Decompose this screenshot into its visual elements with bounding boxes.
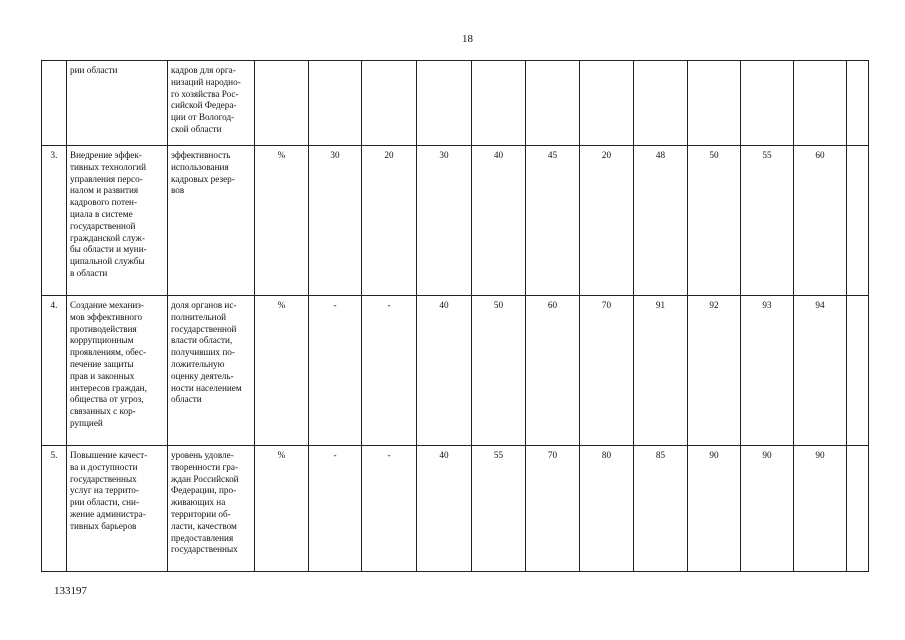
- document-code: 133197: [54, 585, 87, 597]
- value-cell: 55: [741, 146, 794, 296]
- value-cell: 91: [634, 296, 688, 446]
- value-cell: 50: [472, 296, 526, 446]
- value-cell: 50: [688, 146, 741, 296]
- value-cell: [847, 296, 869, 446]
- value-cell: -: [362, 446, 417, 572]
- task-name: Внедрение эффек- тивных технологий управления персо- налом и развития кадрового потен- циала в системе государственной гражданской служ- бы области и муни- ципальной службы в области: [67, 146, 168, 296]
- value-cell: -: [309, 296, 362, 446]
- value-cell: [741, 61, 794, 146]
- table-row: [42, 146, 869, 296]
- value-cell: 60: [526, 296, 580, 446]
- value-cell: -: [309, 446, 362, 572]
- indicator-name: эффективность использования кадровых резер- вов: [168, 146, 255, 296]
- value-cell: 70: [526, 446, 580, 572]
- value-cell: -: [362, 296, 417, 446]
- value-cell: 93: [741, 296, 794, 446]
- row-number: [42, 61, 67, 146]
- value-cell: [526, 61, 580, 146]
- row-number: 3.: [42, 146, 67, 296]
- value-cell: 48: [634, 146, 688, 296]
- value-cell: 92: [688, 296, 741, 446]
- value-cell: 40: [417, 296, 472, 446]
- row-number: 4.: [42, 296, 67, 446]
- value-cell: 20: [362, 146, 417, 296]
- value-cell: 30: [309, 146, 362, 296]
- table-row: [42, 61, 869, 146]
- value-cell: [847, 61, 869, 146]
- value-cell: 55: [472, 446, 526, 572]
- value-cell: [688, 61, 741, 146]
- value-cell: [417, 61, 472, 146]
- value-cell: 90: [794, 446, 847, 572]
- value-cell: 90: [688, 446, 741, 572]
- value-cell: 20: [580, 146, 634, 296]
- task-name: рии области: [67, 61, 168, 146]
- task-name: Создание механиз- мов эффективного противодействия коррупционным проявлениям, обес- печение защиты прав и законных интересов граждан, общества от угроз, связанных с кор- рупцией: [67, 296, 168, 446]
- task-name: Повышение качест- ва и доступности государственных услуг на террито- рии области, сни- жение администра- тивных барьеров: [67, 446, 168, 572]
- page-number: 18: [462, 33, 473, 45]
- table-row: [42, 446, 869, 572]
- value-cell: 40: [417, 446, 472, 572]
- value-cell: [847, 146, 869, 296]
- value-cell: 90: [741, 446, 794, 572]
- indicator-name: кадров для орга- низаций народно- го хозяйства Рос- сийской Федера- ции от Вологод- ской области: [168, 61, 255, 146]
- unit-cell: %: [255, 296, 309, 446]
- value-cell: 80: [580, 446, 634, 572]
- value-cell: [309, 61, 362, 146]
- value-cell: 85: [634, 446, 688, 572]
- value-cell: 94: [794, 296, 847, 446]
- indicators-table: [41, 60, 869, 572]
- indicator-name: уровень удовле- творенности гра- ждан Российской Федерации, про- живающих на территории об- ласти, качеством предоставления государственных: [168, 446, 255, 572]
- value-cell: 40: [472, 146, 526, 296]
- value-cell: [472, 61, 526, 146]
- value-cell: 60: [794, 146, 847, 296]
- value-cell: 30: [417, 146, 472, 296]
- value-cell: 45: [526, 146, 580, 296]
- unit-cell: %: [255, 146, 309, 296]
- value-cell: 70: [580, 296, 634, 446]
- table-row: [42, 296, 869, 446]
- value-cell: [362, 61, 417, 146]
- unit-cell: [255, 61, 309, 146]
- value-cell: [794, 61, 847, 146]
- unit-cell: %: [255, 446, 309, 572]
- value-cell: [580, 61, 634, 146]
- value-cell: [847, 446, 869, 572]
- value-cell: [634, 61, 688, 146]
- indicator-name: доля органов ис- полнительной государственной власти области, получивших по- ложительную оценку деятель- ности населением области: [168, 296, 255, 446]
- row-number: 5.: [42, 446, 67, 572]
